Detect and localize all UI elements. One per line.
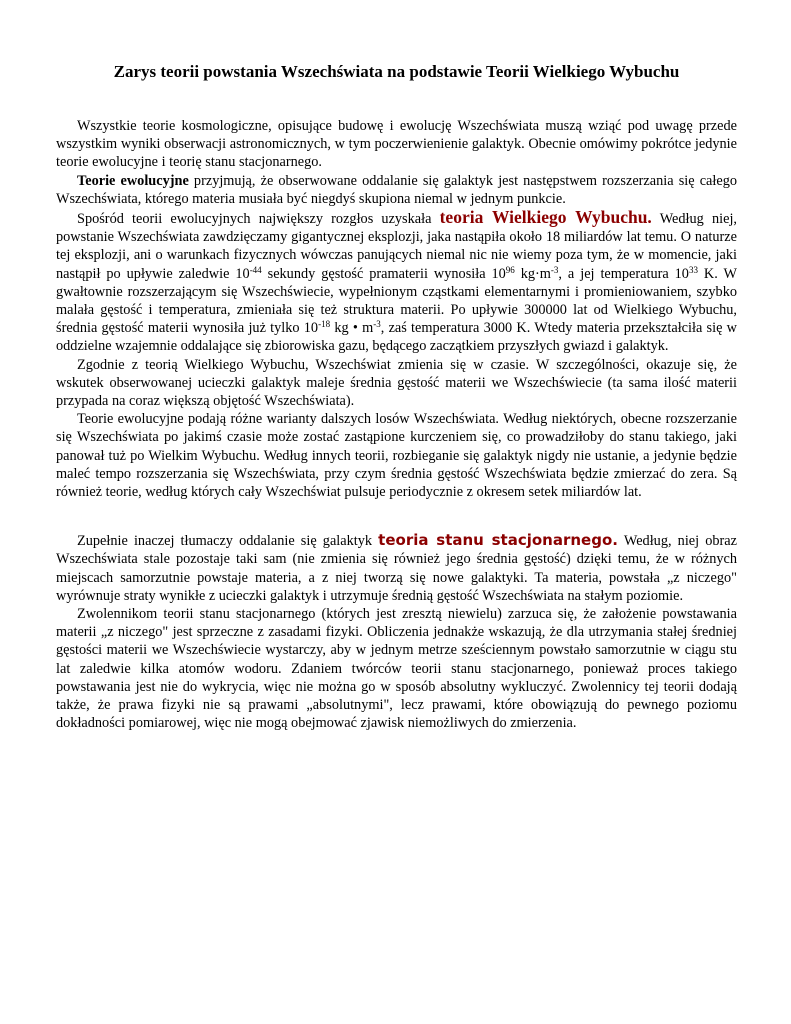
paragraph-density: Zgodnie z teorią Wielkiego Wybuchu, Wszechświat zmienia się w czasie. W szczególności, okazuje się, że wskutek obserwowanej ucieczki galaktyk maleje średnia gęstość materii we Wszechświecie (ta sama ilość materii przypada na coraz większą objętość Wszechświata). bbox=[56, 356, 737, 410]
evolutionary-text: przyjmują, że obserwowane oddalanie się galaktyk jest następstwem rozszerzania się całego Wszechświata, którego materia musiała być niegdyś skupiona niemal w jednym punkcie. bbox=[56, 172, 738, 207]
document-page bbox=[56, 60, 737, 733]
exponent: -3 bbox=[550, 264, 559, 275]
exponent: 96 bbox=[505, 264, 515, 275]
big-bang-text: K. W gwałtownie rozszerzającym się Wszechświecie, wypełnionym cząstkami elementarnymi i promieniowaniem, szybko malała gęstość i temperatura, zmieniała się też struktura materii. Po upływie 300000 lat od Wielkiego Wybuchu, średnia gęstość materii wynosiła już tylko 10 bbox=[56, 265, 737, 337]
paragraph-variants: Teorie ewolucyjne podają różne warianty dalszych losów Wszechświata. Według niektórych, obecne rozszerzanie się Wszechświata po jakimś czasie może zostać zastąpione kurczeniem się, co prowadziłoby do stanu takiego, jaki panował tuż po Wielkim Wybuchu. Według innych teorii, rozbieganie się galaktyk nigdy nie ustanie, a jedynie będzie maleć tempo rozszerzania się Wszechświata, przy czym średnia gęstość Wszechświata będzie zmierzać do zera. Są również teorie, według których cały Wszechświat pulsuje periodycznie z okresem setek miliardów lat. bbox=[56, 411, 737, 501]
paragraph-steady-state bbox=[56, 531, 737, 605]
paragraph-critique: Zwolennikom teorii stanu stacjonarnego (których jest zresztą niewielu) zarzuca się, że założenie powstawania materii „z niczego" jest sprzeczne z zasadami fizyki. Obliczenia jednakże wskazują, że dla utrzymania stałej średniej gęstości materii we Wszechświecie wystarczy, aby w jednym metrze sześciennym powstało samorzutnie w ciągu stu lat zaledwie kilka atomów wodoru. Zdaniem twórców teorii stanu stacjonarnego, ponieważ proces takiego powstawania jest nie do wykrycia, więc nie można go w sposób absolutny wykluczyć. Zwolennicy tej teorii dodają także, że prawa fizyki nie są prawami „absolutnymi", lecz prawami, które obowiązują do pewnego poziomu dokładności pomiarowej, więc nie mogą obejmować zjawisk niemożliwych do zmierzenia. bbox=[56, 606, 737, 732]
big-bang-text: sekundy gęstość pramaterii wynosiła 10 bbox=[261, 265, 506, 282]
exponent: -3 bbox=[373, 319, 381, 330]
page-title: Zarys teorii powstania Wszechświata na podstawie Teorii Wielkiego Wybuchu bbox=[113, 62, 680, 81]
big-bang-text: , a jej temperatura 10 bbox=[558, 265, 689, 282]
steady-state-text: Według, niej obraz Wszechświata stale pozostaje taki sam (nie zmienia się również jego średnia gęstość) dzięki temu, że w różnych miejscach samorzutnie powstaje materia, a z niej tworzą się nowe galaktyki. Ta materia, powstała „z niczego" wyrównuje straty wynikłe z ucieczki galaktyk i utrzymuje średnią gęstość Wszechświata na stałym poziomie. bbox=[56, 533, 737, 604]
steady-state-intro: Zupełnie inaczej tłumaczy oddalanie się galaktyk bbox=[77, 533, 379, 550]
big-bang-text: , zaś temperatura 3000 K. Wtedy materia przekształciła się w oddzielne wzajemnie oddalające się zbiorowiska gazu, będącego zaczątkiem przyszłych gwiazd i galaktyk. bbox=[56, 320, 738, 355]
big-bang-text: kg • m bbox=[330, 320, 374, 337]
paragraph-intro: Wszystkie teorie kosmologiczne, opisujące budowę i ewolucję Wszechświata muszą wziąć pod uwagę przede wszystkim wyniki obserwacji astronomicznych, w tym poczerwienienie galaktyk. Obecnie omówimy pokrótce jedynie teorie ewolucyjne i teorię stanu stacjonarnego. bbox=[56, 118, 737, 171]
section-gap bbox=[56, 501, 737, 531]
big-bang-text: kg·m bbox=[514, 265, 551, 282]
steady-state-highlight: teoria stanu stacjonarnego. bbox=[378, 531, 618, 550]
big-bang-text: Według niej, powstanie Wszechświata zawdzięczamy gigantycznej eksplozji, jaka nastąpiła około 18 miliardów lat temu. O naturze tej eksplozji, ani o warunkach fizycznych wówczas panujących niemal nic nie wiemy poza tym, że w momencie, jaki nastąpił po upływie zaledwie 10 bbox=[56, 211, 737, 282]
paragraph-big-bang bbox=[56, 208, 737, 356]
exponent: 33 bbox=[688, 264, 698, 275]
big-bang-highlight: teoria Wielkiego Wybuchu. bbox=[439, 207, 652, 228]
exponent: -44 bbox=[249, 264, 262, 275]
exponent: -18 bbox=[318, 319, 331, 330]
big-bang-intro: Spośród teorii ewolucyjnych największy rozgłos uzyskała bbox=[77, 211, 440, 228]
paragraph-evolutionary bbox=[56, 172, 737, 208]
evolutionary-lead: Teorie ewolucyjne bbox=[77, 172, 189, 189]
